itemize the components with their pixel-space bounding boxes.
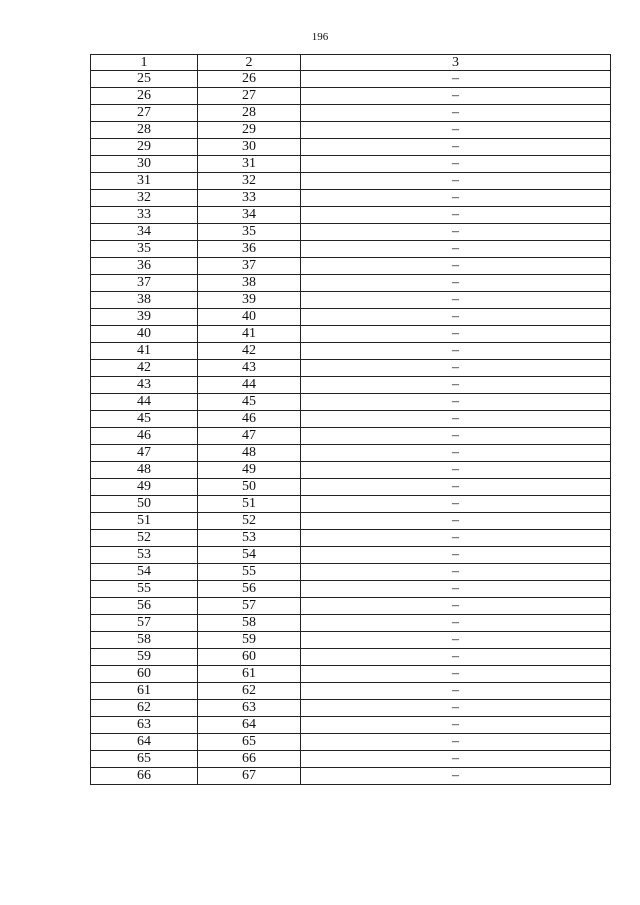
table-cell-col-3: – (301, 343, 611, 360)
column-header-3: 3 (301, 55, 611, 71)
table-cell-col-1: 59 (91, 649, 198, 666)
table-header-row (91, 55, 611, 71)
table-cell-col-3: – (301, 513, 611, 530)
table-cell-col-2: 27 (198, 88, 301, 105)
table-row (91, 122, 611, 139)
page-number: 196 (311, 31, 329, 43)
table-cell-col-2: 58 (198, 615, 301, 632)
table-cell-col-1: 29 (91, 139, 198, 156)
table-cell-col-1: 47 (91, 445, 198, 462)
table-cell-col-2: 66 (198, 751, 301, 768)
table-cell-col-1: 42 (91, 360, 198, 377)
table-row (91, 139, 611, 156)
table-cell-col-2: 55 (198, 564, 301, 581)
table-cell-col-1: 35 (91, 241, 198, 258)
table-cell-col-1: 26 (91, 88, 198, 105)
table-cell-col-2: 30 (198, 139, 301, 156)
table-cell-col-1: 43 (91, 377, 198, 394)
table-cell-col-2: 40 (198, 309, 301, 326)
table-cell-col-1: 65 (91, 751, 198, 768)
table-cell-col-1: 62 (91, 700, 198, 717)
table-row (91, 309, 611, 326)
table-cell-col-1: 34 (91, 224, 198, 241)
table-cell-col-3: – (301, 360, 611, 377)
table-cell-col-3: – (301, 394, 611, 411)
table-body (91, 71, 611, 785)
table-cell-col-2: 43 (198, 360, 301, 377)
table-cell-col-2: 49 (198, 462, 301, 479)
table-cell-col-3: – (301, 462, 611, 479)
table-cell-col-1: 30 (91, 156, 198, 173)
table-cell-col-1: 52 (91, 530, 198, 547)
table-cell-col-3: – (301, 700, 611, 717)
table-cell-col-3: – (301, 139, 611, 156)
table-cell-col-3: – (301, 105, 611, 122)
table-cell-col-2: 48 (198, 445, 301, 462)
table-cell-col-2: 60 (198, 649, 301, 666)
table-row (91, 547, 611, 564)
table-cell-col-3: – (301, 156, 611, 173)
table-cell-col-1: 66 (91, 768, 198, 785)
table-row (91, 734, 611, 751)
table-cell-col-2: 33 (198, 190, 301, 207)
table-row (91, 445, 611, 462)
table-row (91, 343, 611, 360)
table-row (91, 462, 611, 479)
table-cell-col-2: 26 (198, 71, 301, 88)
table-row (91, 326, 611, 343)
table-cell-col-2: 53 (198, 530, 301, 547)
table-cell-col-2: 52 (198, 513, 301, 530)
table-cell-col-3: – (301, 428, 611, 445)
table-cell-col-3: – (301, 649, 611, 666)
table-cell-col-2: 42 (198, 343, 301, 360)
table-cell-col-1: 58 (91, 632, 198, 649)
table-cell-col-1: 51 (91, 513, 198, 530)
table-cell-col-2: 56 (198, 581, 301, 598)
table-cell-col-1: 55 (91, 581, 198, 598)
table-cell-col-3: – (301, 632, 611, 649)
table-cell-col-3: – (301, 598, 611, 615)
table-row (91, 377, 611, 394)
table-cell-col-2: 51 (198, 496, 301, 513)
table-cell-col-1: 49 (91, 479, 198, 496)
table-row (91, 394, 611, 411)
table-row (91, 768, 611, 785)
table-row (91, 173, 611, 190)
table-cell-col-2: 37 (198, 258, 301, 275)
table-cell-col-3: – (301, 88, 611, 105)
table-cell-col-2: 61 (198, 666, 301, 683)
table-cell-col-3: – (301, 207, 611, 224)
table-cell-col-2: 65 (198, 734, 301, 751)
table-cell-col-1: 50 (91, 496, 198, 513)
table-cell-col-2: 59 (198, 632, 301, 649)
table-cell-col-3: – (301, 173, 611, 190)
table-cell-col-3: – (301, 768, 611, 785)
table-row (91, 224, 611, 241)
table-cell-col-1: 56 (91, 598, 198, 615)
table-cell-col-2: 45 (198, 394, 301, 411)
table-cell-col-1: 28 (91, 122, 198, 139)
table-cell-col-2: 50 (198, 479, 301, 496)
table-row (91, 360, 611, 377)
table-cell-col-2: 62 (198, 683, 301, 700)
table-cell-col-3: – (301, 734, 611, 751)
table-cell-col-2: 46 (198, 411, 301, 428)
table-row (91, 581, 611, 598)
table-cell-col-2: 38 (198, 275, 301, 292)
table-row (91, 632, 611, 649)
table-row (91, 683, 611, 700)
table-cell-col-1: 38 (91, 292, 198, 309)
data-table (90, 54, 611, 785)
table-cell-col-3: – (301, 683, 611, 700)
table-row (91, 598, 611, 615)
table-row (91, 615, 611, 632)
table-cell-col-3: – (301, 377, 611, 394)
table-cell-col-1: 60 (91, 666, 198, 683)
table-cell-col-3: – (301, 275, 611, 292)
table-cell-col-2: 63 (198, 700, 301, 717)
table-cell-col-1: 63 (91, 717, 198, 734)
table-cell-col-2: 41 (198, 326, 301, 343)
table-cell-col-1: 39 (91, 309, 198, 326)
table-cell-col-1: 44 (91, 394, 198, 411)
table-cell-col-3: – (301, 190, 611, 207)
table-cell-col-3: – (301, 326, 611, 343)
table-cell-col-2: 28 (198, 105, 301, 122)
table-cell-col-1: 33 (91, 207, 198, 224)
table-cell-col-3: – (301, 309, 611, 326)
table-cell-col-2: 32 (198, 173, 301, 190)
table-cell-col-1: 57 (91, 615, 198, 632)
table-row (91, 666, 611, 683)
table-row (91, 700, 611, 717)
table-cell-col-2: 39 (198, 292, 301, 309)
table-cell-col-3: – (301, 564, 611, 581)
table-cell-col-2: 34 (198, 207, 301, 224)
table-cell-col-2: 36 (198, 241, 301, 258)
table-row (91, 479, 611, 496)
table-row (91, 530, 611, 547)
table-row (91, 496, 611, 513)
table-cell-col-3: – (301, 241, 611, 258)
table-cell-col-3: – (301, 71, 611, 88)
table-row (91, 649, 611, 666)
table-row (91, 71, 611, 88)
table-cell-col-3: – (301, 547, 611, 564)
table-cell-col-2: 54 (198, 547, 301, 564)
table-cell-col-3: – (301, 445, 611, 462)
table-row (91, 428, 611, 445)
table-row (91, 564, 611, 581)
table-row (91, 513, 611, 530)
table-row (91, 105, 611, 122)
table-cell-col-2: 29 (198, 122, 301, 139)
table-cell-col-3: – (301, 292, 611, 309)
table-cell-col-1: 64 (91, 734, 198, 751)
table-row (91, 190, 611, 207)
table-cell-col-3: – (301, 530, 611, 547)
table-cell-col-3: – (301, 666, 611, 683)
table-cell-col-2: 47 (198, 428, 301, 445)
table-cell-col-1: 53 (91, 547, 198, 564)
table-row (91, 207, 611, 224)
table-cell-col-3: – (301, 581, 611, 598)
table-cell-col-3: – (301, 615, 611, 632)
table-cell-col-3: – (301, 751, 611, 768)
table-cell-col-1: 25 (91, 71, 198, 88)
table-cell-col-1: 27 (91, 105, 198, 122)
table-cell-col-1: 36 (91, 258, 198, 275)
table-row (91, 258, 611, 275)
table-cell-col-2: 67 (198, 768, 301, 785)
column-header-1: 1 (91, 55, 198, 71)
table-row (91, 411, 611, 428)
table-cell-col-3: – (301, 411, 611, 428)
table-row (91, 88, 611, 105)
table-cell-col-1: 61 (91, 683, 198, 700)
table-cell-col-1: 45 (91, 411, 198, 428)
table-cell-col-2: 57 (198, 598, 301, 615)
table-cell-col-2: 31 (198, 156, 301, 173)
table-cell-col-3: – (301, 496, 611, 513)
table-cell-col-1: 37 (91, 275, 198, 292)
table-row (91, 156, 611, 173)
table-row (91, 717, 611, 734)
table-cell-col-1: 32 (91, 190, 198, 207)
table-cell-col-1: 41 (91, 343, 198, 360)
table-cell-col-2: 64 (198, 717, 301, 734)
table-cell-col-1: 31 (91, 173, 198, 190)
table-cell-col-3: – (301, 122, 611, 139)
table-row (91, 241, 611, 258)
table-cell-col-3: – (301, 224, 611, 241)
table-cell-col-1: 54 (91, 564, 198, 581)
table-cell-col-3: – (301, 717, 611, 734)
column-header-2: 2 (198, 55, 301, 71)
table-cell-col-1: 48 (91, 462, 198, 479)
table-cell-col-2: 35 (198, 224, 301, 241)
table-cell-col-3: – (301, 479, 611, 496)
table-cell-col-1: 40 (91, 326, 198, 343)
table-row (91, 275, 611, 292)
table-row (91, 751, 611, 768)
table-cell-col-2: 44 (198, 377, 301, 394)
table-cell-col-1: 46 (91, 428, 198, 445)
table-row (91, 292, 611, 309)
table-cell-col-3: – (301, 258, 611, 275)
